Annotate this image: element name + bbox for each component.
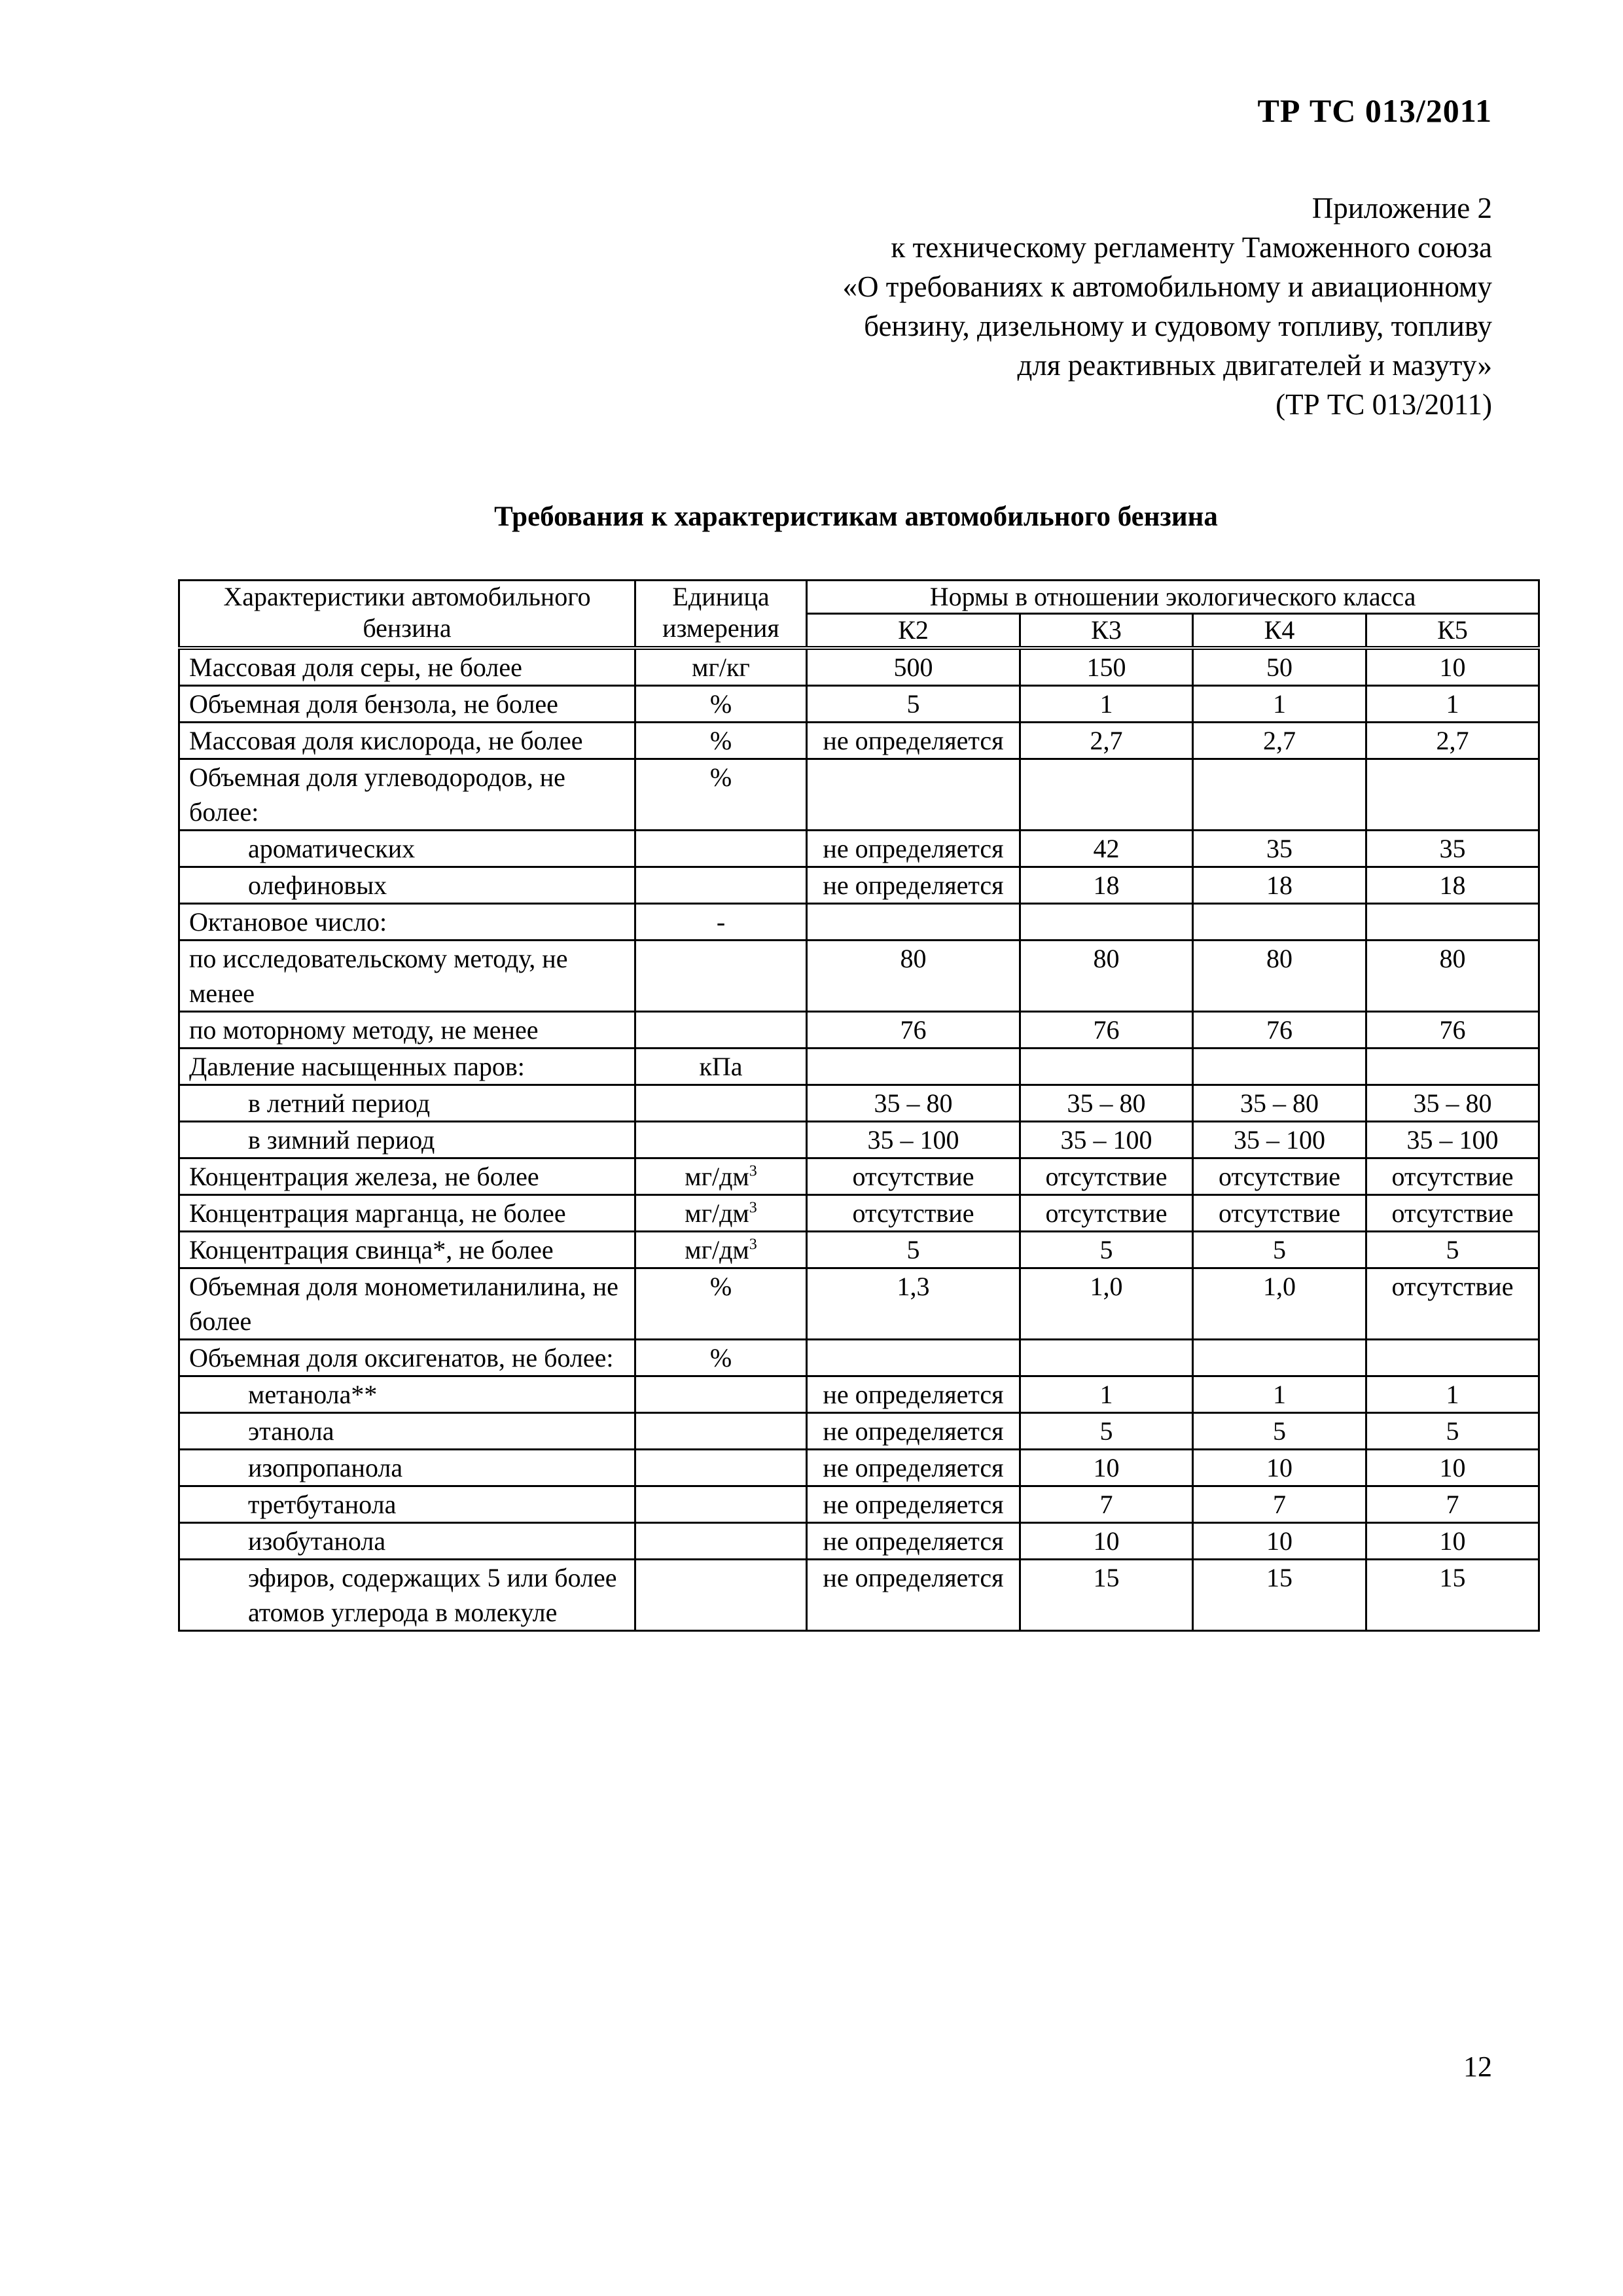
unit-text: % [709, 689, 732, 719]
value-cell: 35 – 80 [1366, 1085, 1539, 1122]
value-cell: 76 [1020, 1012, 1193, 1049]
value-cell: 76 [1193, 1012, 1366, 1049]
characteristic-cell: Концентрация марганца, не более [179, 1195, 635, 1232]
value-cell: не определяется [807, 1376, 1020, 1413]
characteristic-cell: Концентрация свинца*, не более [179, 1232, 635, 1268]
value-cell: 10 [1366, 648, 1539, 686]
value-cell: 80 [1020, 941, 1193, 1012]
value-cell [807, 904, 1020, 941]
unit-cell [635, 1450, 807, 1486]
value-cell [1366, 1049, 1539, 1085]
value-cell: 1 [1366, 686, 1539, 723]
unit-cell [635, 1413, 807, 1450]
unit-cell [635, 686, 807, 723]
value-cell: 35 – 100 [1020, 1122, 1193, 1158]
table-row [179, 1523, 1539, 1560]
value-cell: не определяется [807, 1560, 1020, 1631]
characteristic-cell: Давление насыщенных паров: [179, 1049, 635, 1085]
value-cell: 1 [1020, 1376, 1193, 1413]
table-row [179, 904, 1539, 941]
appendix-line: бензину, дизельному и судовому топливу, топливу [864, 310, 1492, 342]
table-row [179, 686, 1539, 723]
table-row [179, 1268, 1539, 1340]
unit-cell [635, 904, 807, 941]
table-row [179, 831, 1539, 867]
value-cell: 15 [1020, 1560, 1193, 1631]
value-cell: 10 [1193, 1450, 1366, 1486]
unit-text: мг/кг [692, 653, 750, 682]
characteristic-cell: олефиновых [179, 867, 635, 904]
value-cell: 500 [807, 648, 1020, 686]
unit-text: - [716, 907, 726, 937]
value-cell: 5 [1020, 1413, 1193, 1450]
value-cell: 10 [1366, 1450, 1539, 1486]
value-cell: 18 [1193, 867, 1366, 904]
value-cell: 35 – 100 [1193, 1122, 1366, 1158]
appendix-line: Приложение 2 [1311, 192, 1492, 224]
appendix-line: к техническому регламенту Таможенного союза [891, 231, 1492, 264]
value-cell: 1,0 [1020, 1268, 1193, 1340]
characteristic-cell: изопропанола [179, 1450, 635, 1486]
class-header: К2 [807, 614, 1020, 649]
value-cell [1366, 1340, 1539, 1376]
unit-text: % [709, 1272, 732, 1301]
class-header: К4 [1193, 614, 1366, 649]
characteristic-cell: по исследовательскому методу, не менее [179, 941, 635, 1012]
characteristic-cell: Массовая доля серы, не более [179, 648, 635, 686]
value-cell [807, 1049, 1020, 1085]
unit-cell [635, 1560, 807, 1631]
table-title: Требования к характеристикам автомобильного бензина [494, 501, 1218, 532]
value-cell: не определяется [807, 1523, 1020, 1560]
value-cell: отсутствие [1020, 1195, 1193, 1232]
characteristic-cell: этанола [179, 1413, 635, 1450]
unit-text: мг/дм [685, 1162, 749, 1191]
unit-superscript: 3 [749, 1236, 757, 1253]
unit-superscript: 3 [749, 1199, 757, 1217]
table-row [179, 1450, 1539, 1486]
unit-text: % [709, 726, 732, 755]
characteristic-cell: изобутанола [179, 1523, 635, 1560]
unit-cell [635, 1012, 807, 1049]
value-cell: 80 [1366, 941, 1539, 1012]
value-cell: 1 [1193, 686, 1366, 723]
table-row [179, 1413, 1539, 1450]
value-cell: отсутствие [1366, 1158, 1539, 1195]
value-cell: отсутствие [1366, 1268, 1539, 1340]
unit-cell [635, 1122, 807, 1158]
appendix-line: для реактивных двигателей и мазуту» [1017, 349, 1492, 382]
unit-cell [635, 759, 807, 831]
value-cell: 5 [1366, 1232, 1539, 1268]
characteristic-cell: Объемная доля бензола, не более [179, 686, 635, 723]
value-cell: не определяется [807, 1486, 1020, 1523]
value-cell: не определяется [807, 831, 1020, 867]
value-cell [1020, 1340, 1193, 1376]
unit-cell [635, 1085, 807, 1122]
document-code: ТР ТС 013/2011 [1257, 92, 1492, 129]
value-cell: отсутствие [1193, 1195, 1366, 1232]
unit-text: % [709, 1343, 732, 1372]
value-cell: отсутствие [807, 1195, 1020, 1232]
table-row [179, 1122, 1539, 1158]
unit-cell [635, 1232, 807, 1268]
characteristic-cell: метанола** [179, 1376, 635, 1413]
value-cell: 7 [1366, 1486, 1539, 1523]
characteristic-cell: Октановое число: [179, 904, 635, 941]
value-cell: 1 [1193, 1376, 1366, 1413]
table-row [179, 941, 1539, 1012]
unit-cell [635, 941, 807, 1012]
characteristic-cell: ароматических [179, 831, 635, 867]
table-row [179, 1486, 1539, 1523]
unit-cell [635, 1049, 807, 1085]
value-cell: 1,0 [1193, 1268, 1366, 1340]
table-row [179, 867, 1539, 904]
value-cell: 1 [1020, 686, 1193, 723]
characteristic-cell: по моторному методу, не менее [179, 1012, 635, 1049]
value-cell: 2,7 [1193, 723, 1366, 759]
value-cell: 35 – 100 [807, 1122, 1020, 1158]
value-cell: 7 [1020, 1486, 1193, 1523]
characteristic-cell: в зимний период [179, 1122, 635, 1158]
value-cell: 10 [1020, 1450, 1193, 1486]
value-cell: 7 [1193, 1486, 1366, 1523]
unit-header: Единица измерения [635, 581, 807, 649]
value-cell: 35 – 80 [1020, 1085, 1193, 1122]
value-cell: не определяется [807, 867, 1020, 904]
class-header: К5 [1366, 614, 1539, 649]
requirements-table [178, 579, 1540, 1632]
value-cell [1193, 759, 1366, 831]
value-cell: 10 [1366, 1523, 1539, 1560]
page-number: 12 [1463, 2051, 1492, 2083]
unit-cell [635, 1376, 807, 1413]
appendix-line: «О требованиях к автомобильному и авиационному [842, 270, 1492, 303]
value-cell: 42 [1020, 831, 1193, 867]
value-cell: 10 [1020, 1523, 1193, 1560]
characteristic-cell: Объемная доля монометиланилина, не более [179, 1268, 635, 1340]
value-cell: 76 [807, 1012, 1020, 1049]
characteristic-cell: Концентрация железа, не более [179, 1158, 635, 1195]
characteristic-cell: Объемная доля углеводородов, не более: [179, 759, 635, 831]
value-cell: отсутствие [807, 1158, 1020, 1195]
table-row [179, 1195, 1539, 1232]
value-cell: 35 [1193, 831, 1366, 867]
unit-text: % [709, 762, 732, 792]
value-cell [1366, 759, 1539, 831]
table-row [179, 759, 1539, 831]
table-row [179, 1049, 1539, 1085]
table-row [179, 1560, 1539, 1631]
value-cell: 2,7 [1020, 723, 1193, 759]
unit-text: мг/дм [685, 1198, 749, 1228]
value-cell: 5 [807, 686, 1020, 723]
value-cell: 5 [1366, 1413, 1539, 1450]
value-cell [1020, 759, 1193, 831]
unit-cell [635, 831, 807, 867]
value-cell [807, 759, 1020, 831]
value-cell [807, 1340, 1020, 1376]
appendix-line: (ТР ТС 013/2011) [1275, 388, 1492, 421]
value-cell: 15 [1366, 1560, 1539, 1631]
value-cell: отсутствие [1366, 1195, 1539, 1232]
value-cell: 5 [1020, 1232, 1193, 1268]
unit-superscript: 3 [749, 1162, 757, 1180]
unit-text: мг/дм [685, 1235, 749, 1265]
value-cell: 80 [1193, 941, 1366, 1012]
characteristic-cell: Объемная доля оксигенатов, не более: [179, 1340, 635, 1376]
norms-header: Нормы в отношении экологического класса [807, 581, 1539, 614]
unit-cell [635, 723, 807, 759]
table-row [179, 1012, 1539, 1049]
characteristic-cell: Массовая доля кислорода, не более [179, 723, 635, 759]
value-cell: отсутствие [1193, 1158, 1366, 1195]
unit-cell [635, 867, 807, 904]
value-cell: 50 [1193, 648, 1366, 686]
value-cell: 1 [1366, 1376, 1539, 1413]
value-cell: 5 [1193, 1232, 1366, 1268]
appendix-block [510, 188, 1492, 424]
value-cell: не определяется [807, 1450, 1020, 1486]
value-cell: отсутствие [1020, 1158, 1193, 1195]
unit-cell [635, 1486, 807, 1523]
value-cell: 35 – 80 [1193, 1085, 1366, 1122]
characteristic-cell: в летний период [179, 1085, 635, 1122]
class-header: К3 [1020, 614, 1193, 649]
value-cell: 5 [807, 1232, 1020, 1268]
value-cell [1366, 904, 1539, 941]
header-row [179, 581, 1539, 614]
unit-cell [635, 648, 807, 686]
value-cell: 1,3 [807, 1268, 1020, 1340]
value-cell: 35 [1366, 831, 1539, 867]
value-cell: 2,7 [1366, 723, 1539, 759]
value-cell [1020, 904, 1193, 941]
characteristic-header: Характеристики автомобильного бензина [179, 581, 635, 649]
table-row [179, 648, 1539, 686]
unit-cell [635, 1158, 807, 1195]
table-row [179, 1158, 1539, 1195]
value-cell: не определяется [807, 723, 1020, 759]
value-cell: 76 [1366, 1012, 1539, 1049]
unit-text: кПа [699, 1052, 743, 1081]
value-cell [1020, 1049, 1193, 1085]
value-cell: 35 – 100 [1366, 1122, 1539, 1158]
value-cell [1193, 1049, 1366, 1085]
value-cell: 18 [1020, 867, 1193, 904]
value-cell: не определяется [807, 1413, 1020, 1450]
value-cell [1193, 904, 1366, 941]
value-cell: 18 [1366, 867, 1539, 904]
value-cell: 5 [1193, 1413, 1366, 1450]
table-body [179, 648, 1539, 1631]
table-row [179, 723, 1539, 759]
table-row [179, 1340, 1539, 1376]
unit-cell [635, 1523, 807, 1560]
characteristic-cell: эфиров, содержащих 5 или более атомов углерода в молекуле [179, 1560, 635, 1631]
table-row [179, 1085, 1539, 1122]
value-cell: 80 [807, 941, 1020, 1012]
unit-cell [635, 1195, 807, 1232]
value-cell: 10 [1193, 1523, 1366, 1560]
unit-cell [635, 1340, 807, 1376]
value-cell: 35 – 80 [807, 1085, 1020, 1122]
value-cell: 15 [1193, 1560, 1366, 1631]
table-row [179, 1232, 1539, 1268]
unit-cell [635, 1268, 807, 1340]
value-cell [1193, 1340, 1366, 1376]
value-cell: 150 [1020, 648, 1193, 686]
table-row [179, 1376, 1539, 1413]
characteristic-cell: третбутанола [179, 1486, 635, 1523]
